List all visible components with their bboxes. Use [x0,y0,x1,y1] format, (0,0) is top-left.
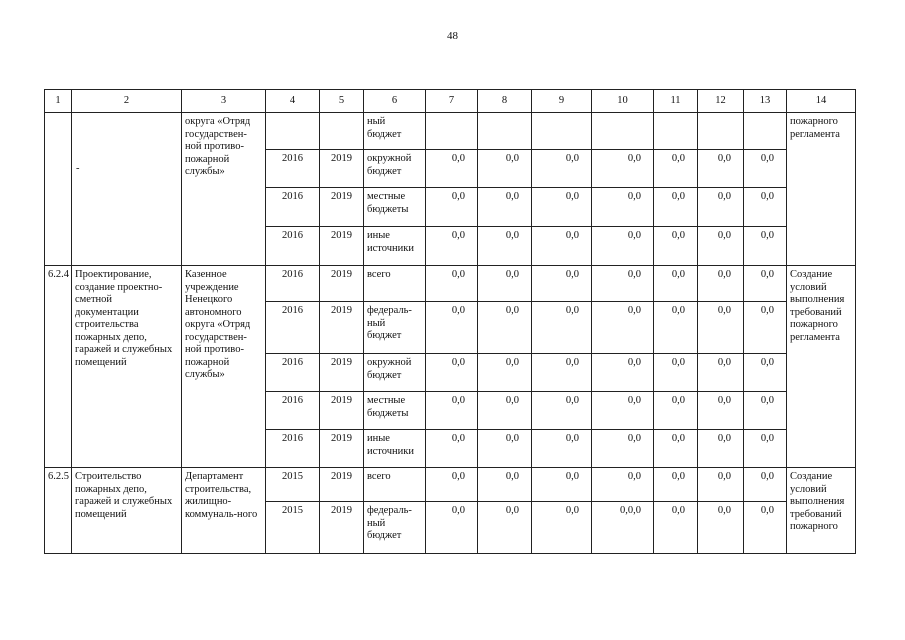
value-cell: 0,0 [698,392,744,430]
value-cell: 0,0 [654,150,698,188]
start-year [266,113,320,150]
end-year: 2019 [320,430,364,468]
value-cell: 0,0 [478,392,532,430]
value-cell: 0,0 [592,150,654,188]
column-header: 7 [426,90,478,113]
value-cell: 0,0 [532,354,592,392]
expected-result: Создание условий выполнения требований пожарного [787,468,856,554]
end-year: 2019 [320,266,364,302]
value-cell: 0,0 [654,502,698,554]
executor: округа «Отряд государствен-ной противо-пожарной службы» [182,113,266,266]
start-year: 2015 [266,468,320,502]
start-year: 2016 [266,150,320,188]
value-cell: 0,0 [426,502,478,554]
value-cell: 0,0 [532,430,592,468]
funding-source: федераль-ный бюджет [364,502,426,554]
value-cell: 0,0 [426,302,478,354]
column-header: 4 [266,90,320,113]
value-cell: 0,0 [744,266,787,302]
column-header: 11 [654,90,698,113]
end-year: 2019 [320,354,364,392]
item-number: 6.2.4 [45,266,72,468]
expected-result: Создание условий выполнения требований пожарного регламента [787,266,856,468]
value-cell: 0,0 [698,188,744,227]
column-header: 10 [592,90,654,113]
header-row [45,90,856,113]
value-cell: 0,0 [426,430,478,468]
table-row [45,113,856,150]
funding-source: местные бюджеты [364,188,426,227]
value-cell: 0,0 [744,302,787,354]
expected-result: пожарного регламента [787,113,856,266]
table-row [45,468,856,502]
value-cell: 0,0 [426,188,478,227]
value-cell: 0,0 [532,188,592,227]
value-cell: 0,0 [478,150,532,188]
funding-source: местные бюджеты [364,392,426,430]
start-year: 2016 [266,392,320,430]
start-year: 2016 [266,227,320,266]
value-cell: 0,0 [744,354,787,392]
value-cell: 0,0 [426,266,478,302]
column-header: 1 [45,90,72,113]
value-cell: 0,0 [698,430,744,468]
value-cell: 0,0 [654,227,698,266]
value-cell: 0,0 [698,502,744,554]
value-cell: 0,0 [698,266,744,302]
value-cell: 0,0 [744,150,787,188]
value-cell [698,113,744,150]
value-cell: 0,0 [654,354,698,392]
value-cell: 0,0 [654,430,698,468]
table-row [45,266,856,302]
value-cell: 0,0 [592,430,654,468]
value-cell: 0,0 [532,150,592,188]
value-cell: 0,0 [744,227,787,266]
start-year: 2016 [266,302,320,354]
value-cell [426,113,478,150]
column-header: 9 [532,90,592,113]
value-cell [478,113,532,150]
column-header: 13 [744,90,787,113]
start-year: 2016 [266,266,320,302]
end-year: 2019 [320,150,364,188]
value-cell: 0,0 [698,354,744,392]
end-year: 2019 [320,392,364,430]
column-header: 8 [478,90,532,113]
item-number: 6.2.5 [45,468,72,554]
column-header: 3 [182,90,266,113]
end-year: 2019 [320,227,364,266]
value-cell: 0,0 [478,354,532,392]
value-cell: 0,0 [744,468,787,502]
value-cell: 0,0 [654,392,698,430]
start-year: 2016 [266,430,320,468]
funding-source: окружной бюджет [364,354,426,392]
value-cell: 0,0 [478,468,532,502]
end-year: 2019 [320,302,364,354]
budget-table [44,89,856,554]
value-cell: 0,0 [478,302,532,354]
value-cell: 0,0 [532,266,592,302]
value-cell: 0,0 [592,354,654,392]
value-cell [592,113,654,150]
funding-source: иные источники [364,430,426,468]
value-cell: 0,0 [478,227,532,266]
value-cell [654,113,698,150]
value-cell: 0,0 [478,430,532,468]
value-cell: 0,0 [532,502,592,554]
funding-source: ный бюджет [364,113,426,150]
value-cell: 0,0 [478,502,532,554]
value-cell: 0,0 [532,468,592,502]
column-header: 5 [320,90,364,113]
value-cell: 0,0 [654,468,698,502]
column-header: 2 [72,90,182,113]
value-cell: 0,0 [744,392,787,430]
value-cell: 0,0 [698,227,744,266]
executor: Казенное учреждение Ненецкого автономного округа «Отряд государствен-ной противо-пожарной службы» [182,266,266,468]
end-year: 2019 [320,502,364,554]
column-header: 6 [364,90,426,113]
column-header: 14 [787,90,856,113]
value-cell: 0,0 [698,150,744,188]
value-cell: 0,0 [592,302,654,354]
start-year: 2016 [266,354,320,392]
value-cell: 0,0 [592,392,654,430]
value-cell: 0,0 [698,468,744,502]
value-cell: 0,0 [654,302,698,354]
funding-source: всего [364,266,426,302]
value-cell: 0,0 [426,227,478,266]
value-cell: 0,0 [744,430,787,468]
value-cell: 0,0 [698,302,744,354]
start-year: 2016 [266,188,320,227]
value-cell: 0,0 [592,227,654,266]
funding-source: иные источники [364,227,426,266]
executor: Департамент строительства, жилищно-коммуналь-ного [182,468,266,554]
value-cell: 0,0 [426,354,478,392]
dash-mark: - [76,163,80,174]
column-header: 12 [698,90,744,113]
value-cell: 0,0 [592,266,654,302]
value-cell: 0,0 [532,302,592,354]
funding-source: федераль-ный бюджет [364,302,426,354]
item-title: Строительство пожарных депо, гаражей и служебных помещений [72,468,182,554]
value-cell: 0,0 [744,188,787,227]
value-cell: 0,0 [532,392,592,430]
funding-source: всего [364,468,426,502]
value-cell [532,113,592,150]
value-cell: 0,0 [744,502,787,554]
value-cell: 0,0 [592,188,654,227]
end-year: 2019 [320,468,364,502]
funding-source: окружной бюджет [364,150,426,188]
end-year: 2019 [320,188,364,227]
value-cell: 0,0 [426,150,478,188]
value-cell: 0,0 [592,468,654,502]
value-cell: 0,0 [426,392,478,430]
value-cell: 0,0 [654,188,698,227]
item-number [45,113,72,266]
value-cell: 0,0 [478,266,532,302]
value-cell [744,113,787,150]
page-number: 48 [447,30,458,42]
value-cell: 0,0,0 [592,502,654,554]
value-cell: 0,0 [426,468,478,502]
value-cell: 0,0 [532,227,592,266]
value-cell: 0,0 [478,188,532,227]
value-cell: 0,0 [654,266,698,302]
end-year [320,113,364,150]
item-title [72,113,182,266]
start-year: 2015 [266,502,320,554]
item-title: Проектирование, создание проектно-сметной документации строительства пожарных депо, гаражей и служебных помещений [72,266,182,468]
